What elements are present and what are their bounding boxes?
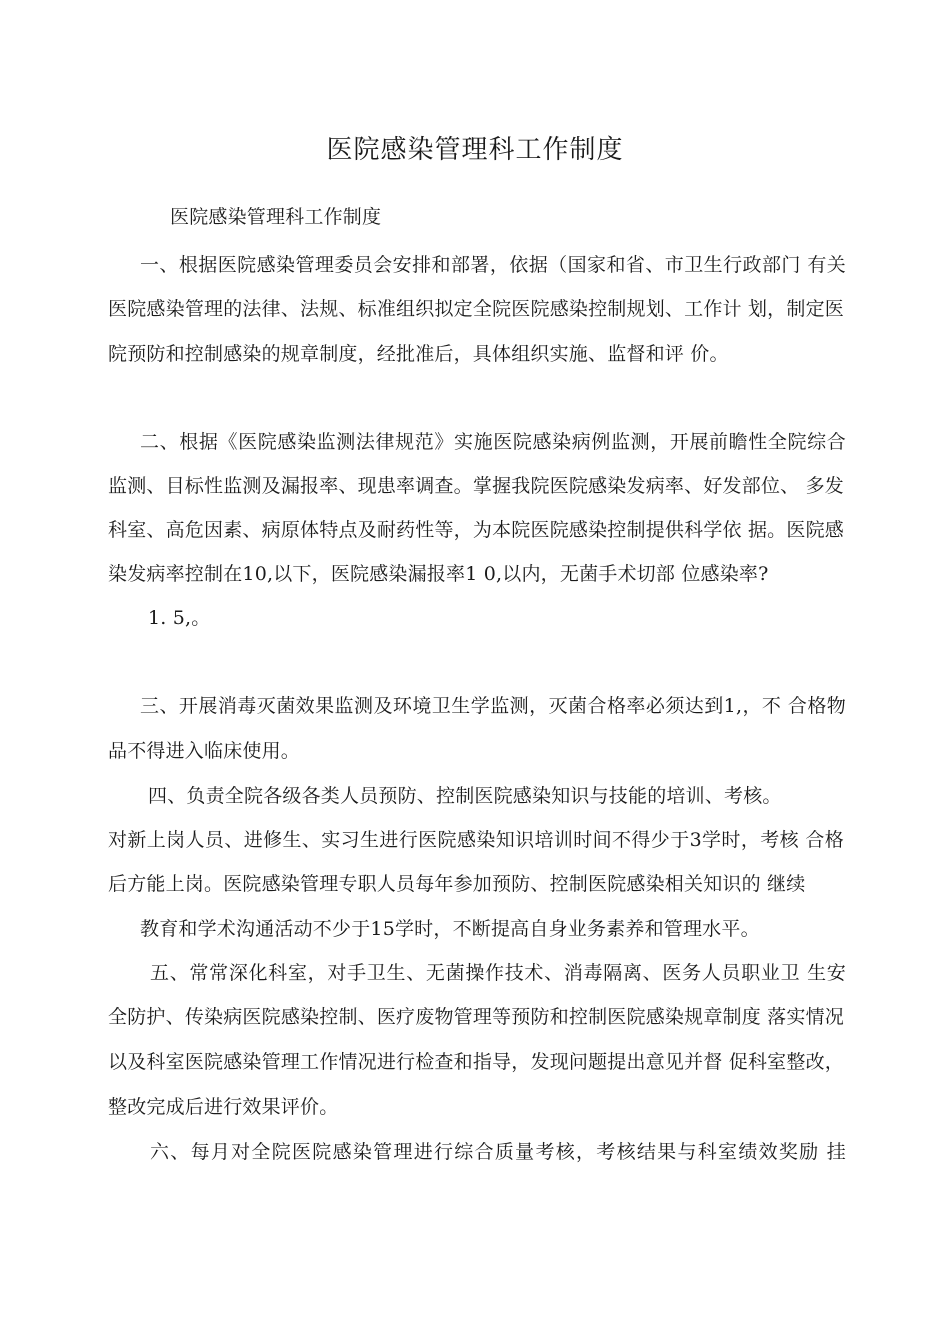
paragraph-line: 医院感染管理的法律、法规、标准组织拟定全院医院感染控制规划、工作计 划，制定医 [108,298,844,320]
paragraph-line: 教育和学术沟通活动不少于15学时，不断提高自身业务素养和管理水平。 [140,918,760,940]
paragraph-line: 染发病率控制在10,以下，医院感染漏报率1 0,以内，无菌手术切部 位感染率? [108,563,769,585]
paragraph-line: 全防护、传染病医院感染控制、医疗废物管理等预防和控制医院感染规章制度 落实情况 [108,1006,844,1028]
paragraph-line: 院预防和控制感染的规章制度，经批准后，具体组织实施、监督和评 价。 [108,343,729,365]
document-title: 医院感染管理科工作制度 [326,135,624,165]
paragraph-line: 1. 5,。 [148,607,211,629]
paragraph-line: 二、根据《医院感染监测法律规范》实施医院感染病例监测，开展前瞻性全院综合 [140,431,846,453]
paragraph-line: 整改完成后进行效果评价。 [108,1096,339,1118]
paragraph-line: 四、负责全院各级各类人员预防、控制医院感染知识与技能的培训、考核。 [148,785,782,807]
paragraph-line: 对新上岗人员、进修生、实习生进行医院感染知识培训时间不得少于3学时，考核 合格 [108,829,844,851]
paragraph-line: 后方能上岗。医院感染管理专职人员每年参加预防、控制医院感染相关知识的 继续 [108,873,806,895]
paragraph-line: 科室、高危因素、病原体特点及耐药性等，为本院医院感染控制提供科学依 据。医院感 [108,519,844,541]
paragraph-line: 以及科室医院感染管理工作情况进行检查和指导，发现问题提出意见并督 促科室整改， [108,1051,844,1073]
paragraph-line: 六、每月对全院医院感染管理进行综合质量考核，考核结果与科室绩效奖励 挂 [150,1141,846,1163]
document-subtitle: 医院感染管理科工作制度 [170,206,382,228]
paragraph-line: 监测、目标性监测及漏报率、现患率调查。掌握我院医院感染发病率、好发部位、 多发 [108,475,844,497]
paragraph-line: 一、根据医院感染管理委员会安排和部署，依据（国家和省、市卫生行政部门 有关 [140,254,846,276]
paragraph-line: 三、开展消毒灭菌效果监测及环境卫生学监测，灭菌合格率必须达到1,，不 合格物 [140,695,846,717]
paragraph-line: 五、常常深化科室，对手卫生、无菌操作技术、消毒隔离、医务人员职业卫 生安 [150,962,846,984]
paragraph-line: 品不得进入临床使用。 [108,740,301,762]
